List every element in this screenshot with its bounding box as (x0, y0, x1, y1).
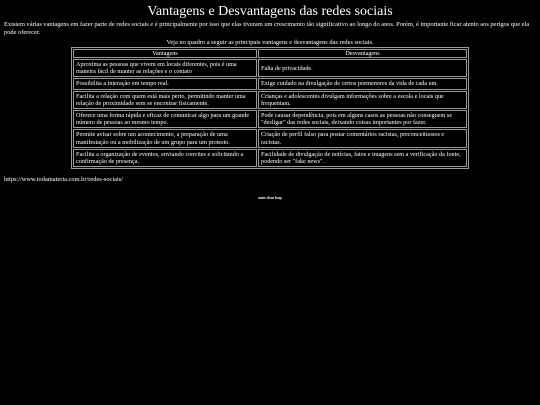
table-row (73, 78, 467, 89)
advantage-cell: Possibilita a interação em tempo real. (73, 78, 257, 89)
disadvantage-cell: Pode causar dependência, pois em alguns casos as pessoas não conseguem se "desligar" das redes sociais, deixando coisas importantes por fazer. (258, 110, 467, 128)
table-row (73, 59, 467, 77)
header-advantages: Vantagens (73, 49, 257, 58)
advantage-cell: Permite avisar sobre um acontecimento, a preparação de uma manifestação ou a mobilização de um grupo para um protesto. (73, 129, 257, 147)
table-row (73, 129, 467, 147)
intro-paragraph: Existem várias vantagens em fazer parte de redes sociais e é principalmente por isso que elas tiveram um crescimento tão significativo ao longo do anos. Porém, é importante ficar atento aos perigos que ela pode oferecer. (4, 21, 530, 36)
advantage-cell: Facilita a organização de eventos, enviando convites e solicitando a confirmação de presença. (73, 149, 257, 167)
advantage-cell: Oferece uma forma rápida e eficaz de comunicar algo para um grande número de pessoas ao mesmo tempo. (73, 110, 257, 128)
page-title: Vantagens e Desvantagens das redes sociais (147, 4, 393, 19)
advantage-cell: Aproxima as pessoas que vivem em locais diferentes, pois é uma maneira fácil de manter as relações e o contato (73, 59, 257, 77)
disadvantage-cell: Exige cuidado na divulgação de certos pormenores da vida de cada um. (258, 78, 467, 89)
table-row (73, 110, 467, 128)
disadvantage-cell: Facilidade de divulgação de notícias, fatos e imagens sem a verificação da fonte, podendo ser "fake news". (258, 149, 467, 167)
table-row (73, 91, 467, 109)
disadvantage-cell: Falta de privacidade. (258, 59, 467, 77)
table-row (73, 149, 467, 167)
table-header-row (73, 49, 467, 58)
table-caption: Veja no quadro a seguir as principais vantagens e desvantagens das redes sociais. (166, 39, 374, 47)
more-link[interactable]: none clear loop (258, 195, 282, 200)
disadvantage-cell: Criação de perfil falso para postar comentários racistas, preconceituosos e racistas. (258, 129, 467, 147)
source-url: https://www.todamateria.com.br/redes-sociais/ (4, 176, 124, 184)
advantage-cell: Facilita a relação com quem está mais perto, permitindo manter uma relação de proximidade sem se encontrar fisicamente. (73, 91, 257, 109)
header-disadvantages: Desvantagens (258, 49, 467, 58)
pros-cons-table (71, 47, 469, 169)
disadvantage-cell: Crianças e adolescentes divulgam informações sobre a escola e locais que frequentam. (258, 91, 467, 109)
